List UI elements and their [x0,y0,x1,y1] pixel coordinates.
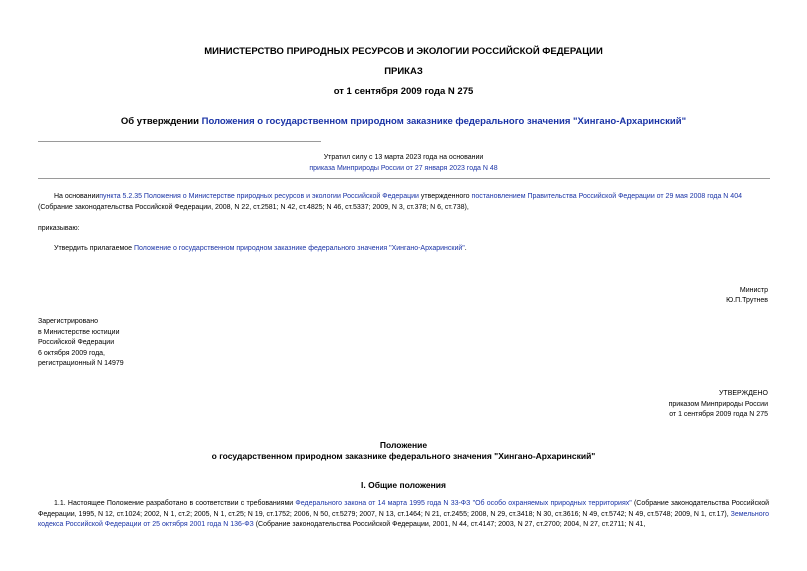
doc-subject-link[interactable]: Положения о государственном природном заказнике федерального значения "Хингано-Архаринский" [201,116,687,127]
repeal-notice-text: Утратил силу с 13 марта 2023 года на основании [323,154,484,161]
clause-text-1: 1.1. Настоящее Положение разработано в соответствии с требованиями [54,500,294,507]
preamble-link-2[interactable]: постановлением Правительства Российской Федерации от 29 мая 2008 года N 404 [471,193,742,200]
divider-short [38,141,321,142]
ministry-title: МИНИСТЕРСТВО ПРИРОДНЫХ РЕСУРСОВ И ЭКОЛОГИИ РОССИЙСКОЙ ФЕДЕРАЦИИ [204,46,603,57]
clause-link-code[interactable]: Земельного кодекса Российской Федерации от 25 октября 2001 года N 136-ФЗ [38,510,769,528]
divider-full [38,178,770,179]
clause-link-law[interactable]: Федерального закона от 14 марта 1995 года N 33-ФЗ "Об особо охраняемых природных территориях" [295,500,632,507]
preamble-line-1 [54,192,742,201]
regulation-title: Положение [379,440,428,450]
registration-line: 6 октября 2009 года, [38,349,106,357]
approve-suffix: . [464,245,467,252]
approved-block [669,389,768,421]
registration-block [38,317,124,370]
signature-name: Ю.П.Трутнев [726,297,768,304]
registration-line: Зарегистрировано [38,318,98,325]
section-heading: I. Общие положения [361,480,446,490]
approved-line: УТВЕРЖДЕНО [718,390,768,397]
registration-line: в Министерстве юстиции [38,328,120,336]
doc-subject-prefix: Об утверждении [120,116,202,127]
approve-link[interactable]: Положение о государственном природном заказнике федерального значения "Хингано-Архаринский" [134,245,465,252]
preamble-text-1: На основании [54,193,100,200]
registration-line: регистрационный N 14979 [38,360,124,367]
doc-date-number: от 1 сентября 2009 года N 275 [333,86,474,97]
preamble-text-2: утвержденного [418,193,472,200]
approved-line: от 1 сентября 2009 года N 275 [669,411,768,418]
approved-line: приказом Минприроды России [668,400,768,408]
order-word: приказываю: [38,225,80,232]
clause-text-3: (Собрание законодательства Российской Федерации, 2001, N 44, ст.4147; 2003, N 27, ст.2700; 2004, N 27, ст.2711; N 41, [253,521,646,528]
clause-1-1 [38,499,769,531]
signature-position: Министр [739,287,768,294]
repeal-notice-link[interactable]: приказа Минприроды России от 27 января 2023 года N 48 [309,165,498,172]
regulation-subtitle: о государственном природном заказнике федерального значения "Хингано-Архаринский" [211,451,596,461]
preamble-link-1[interactable]: пункта 5.2.35 Положения о Министерстве природных ресурсов и экологии Российской Федерации [99,193,419,200]
approve-line [54,244,467,253]
doc-type: ПРИКАЗ [384,66,423,77]
doc-subject [0,116,807,127]
approve-prefix: Утвердить прилагаемое [54,245,135,252]
clause-text-2: (Собрание законодательства Российской Федерации, 1995, N 12, ст.1024; 2002, N 1, ст.2; 2005, N 1, ст.25; N 19, ст.1752; 2006, N 50, ст.5279; 2007, N 13, ст.1464; N 21, ст.2455; 2008, N 29, ст.3418; N 30, ст.3616; N 49, ст.5742; N 49, ст.5748; 2009, N 1, ст.17), [38,500,770,518]
registration-line: Российской Федерации [38,339,115,346]
preamble-line-2: (Собрание законодательства Российской Федерации, 2008, N 22, ст.2581; N 42, ст.4825; N 46, ст.5337; 2009, N 3, ст.378; N 6, ст.738), [38,204,469,211]
